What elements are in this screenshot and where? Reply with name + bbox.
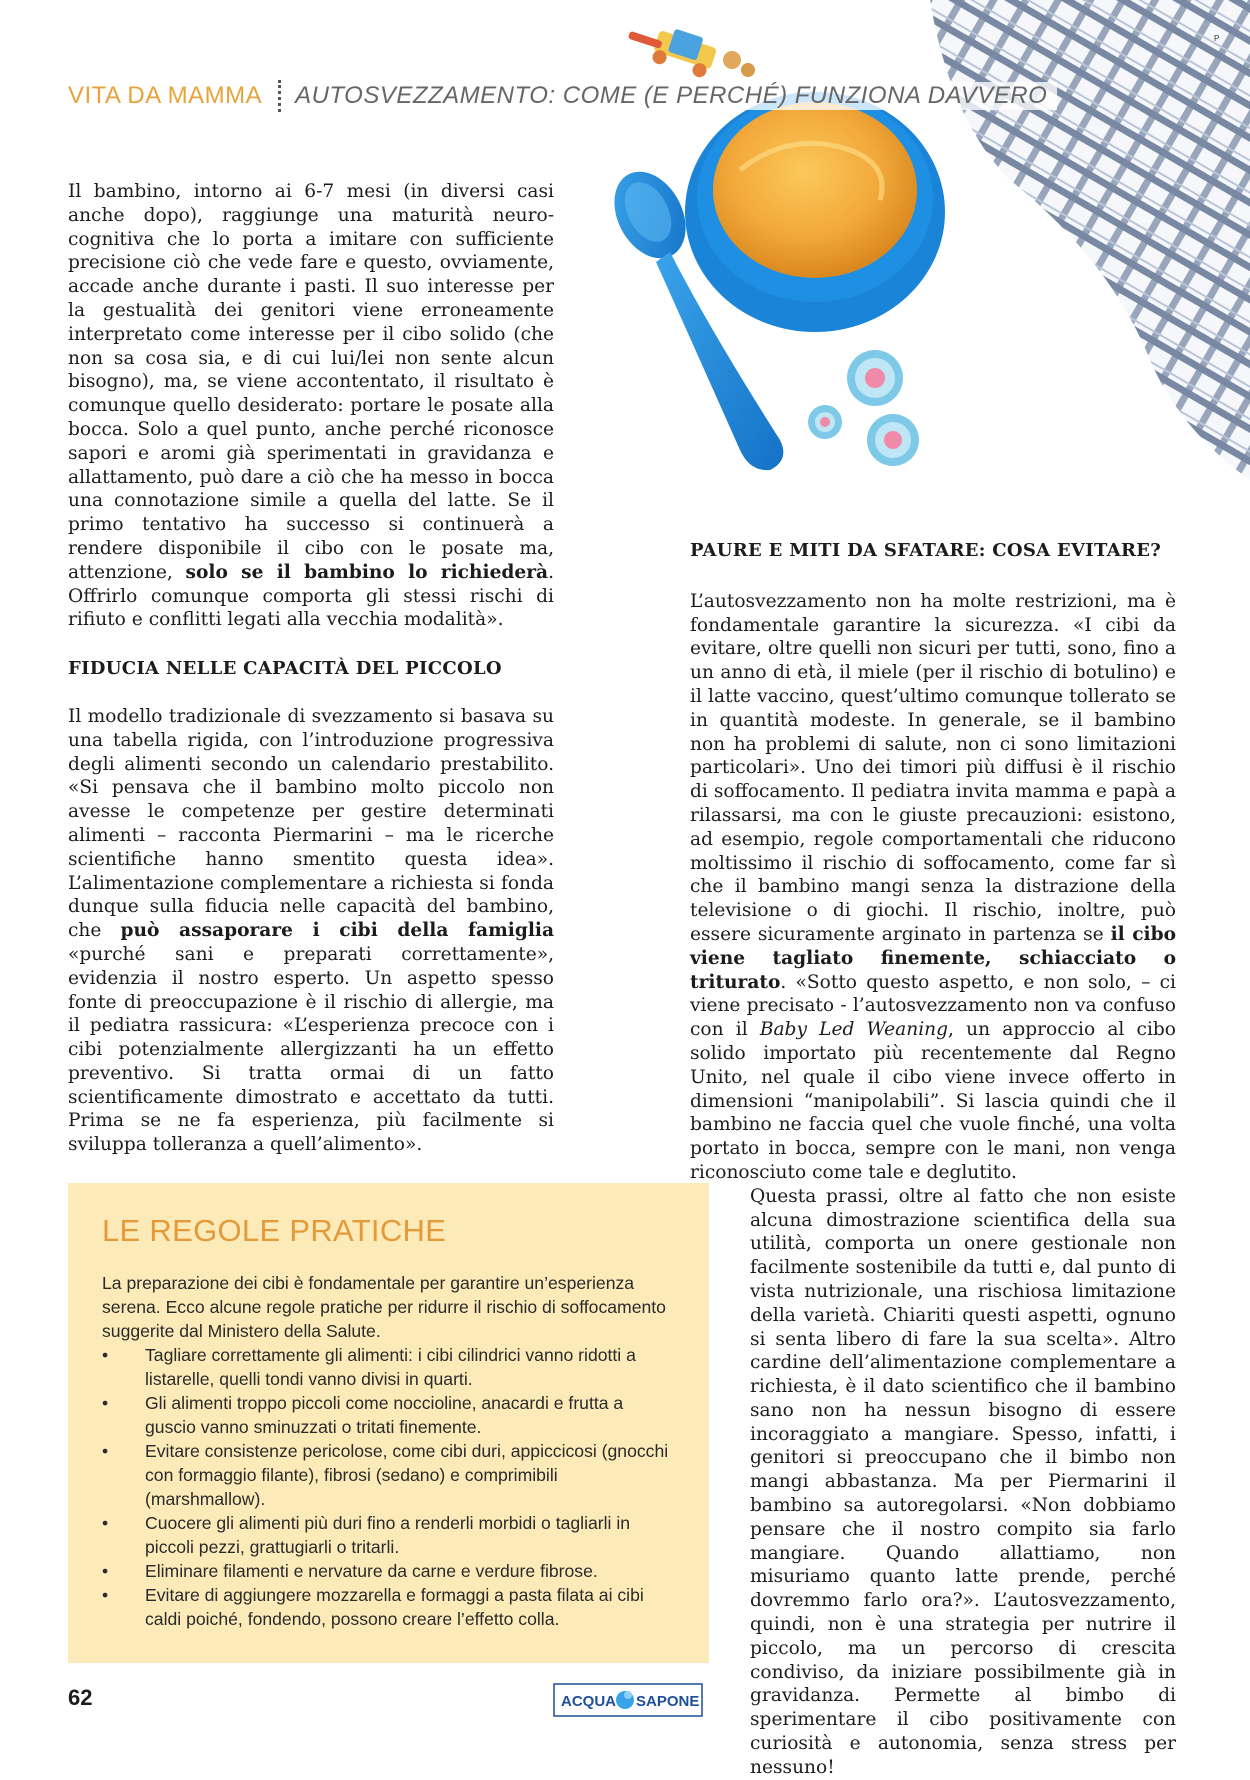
rules-list xyxy=(102,1343,672,1631)
box-body xyxy=(102,1271,672,1631)
rules-box xyxy=(68,1183,709,1663)
acqua-e-sapone-logo xyxy=(553,1683,703,1717)
paragraph: Il bambino, intorno ai 6-7 mesi (in diversi casi anche dopo), raggiunge una maturità neuro-cognitiva che lo porta a imitare con sufficiente precisione ciò che vede fare e questo, ovviamente, accade anche durante i pasti. Il suo interesse per la gestualità dei genitori viene erroneamente interpretato come interesse per il cibo solido (che non sa cosa sia, e di cui lui/lei non sente alcun bisogno), ma, se viene accontentato, il risultato è comunque quello desiderato: portare le posate alla bocca. Solo a quel punto, anche perché riconosce sapori e aromi già sperimentati in gravidanza e allattamento, può dare a ciò che ha messo in bocca una connotazione simile a quella del latte. Se il primo tentativo ha successo si continuerà a rendere disponibile il cibo con le posate ma, attenzione, solo se il bambino lo richiederà. Offrirlo comunque comporta gli stessi rischi di rifiuto e conflitti legati alla vecchia modalità». xyxy=(68,181,554,631)
svg-text:SAPONE: SAPONE xyxy=(636,1693,700,1710)
subheading: PAURE E MITI DA SFATARE: COSA EVITARE? xyxy=(690,540,1162,561)
baby-food-photo xyxy=(590,0,1250,520)
column-left xyxy=(68,180,554,1157)
header-separator xyxy=(278,80,281,112)
column-right xyxy=(690,539,1176,1780)
list-item: • Evitare di aggiungere mozzarella e formaggi a pasta filata ai cibi caldi poiché, fondendo, possono creare l’effetto colla. xyxy=(102,1585,644,1629)
page-number: 62 xyxy=(68,1685,93,1710)
box-intro: La preparazione dei cibi è fondamentale per garantire un’esperienza serena. Ecco alcune regole pratiche per ridurre il rischio di soffocamento suggerite dal Ministero della Salute. xyxy=(102,1273,666,1341)
corner-mark: P xyxy=(1214,34,1220,43)
subheading: FIDUCIA NELLE CAPACITÀ DEL PICCOLO xyxy=(68,658,502,680)
list-item: • Eliminare filamenti e nervature da carne e verdure fibrose. xyxy=(102,1561,598,1581)
paragraph: Questa prassi, oltre al fatto che non esiste alcuna dimostrazione scientifica della sua utilità, comporta un onere gestionale non facilmente sostenibile da tutti e, dal punto di vista nutrizionale, una rischiosa limitazione della varietà. Chiariti questi aspetti, ognuno si senta libero di fare la sua scelta». Altro cardine dell’alimentazione complementare a richiesta, è il dato scientifico che il bambino sano non ha nessun bisogno di essere incoraggiato a mangiare. Spesso, infatti, i genitori si preoccupano che il bimbo non mangi abbastanza. Ma per Piermarini il bambino sa autoregolarsi. «Non dobbiamo pensare che il nostro compito sia farlo mangiare. Quando allattiamo, non misuriamo quanto latte prende, perché dovremmo farlo ora?». L’autosvezzamento, quindi, non è una strategia per nutrire il piccolo, ma un percorso di crescita condiviso, da iniziare possibilmente già in gravidanza. Permette al bimbo di sperimentare il cibo positivamente con curiosità e autonomia, senza stress per nessuno! xyxy=(750,1185,1176,1778)
page-header xyxy=(68,80,1057,112)
list-item: • Tagliare correttamente gli alimenti: i cibi cilindrici vanno ridotti a listarelle, quelli tondi vanno divisi in quarti. xyxy=(102,1345,636,1389)
paragraph: Il modello tradizionale di svezzamento si basava su una tabella rigida, con l’introduzione progressiva degli alimenti secondo un calendario prestabilito. «Si pensava che il bambino molto piccolo non avesse le competenze per gestire determinati alimenti – racconta Piermarini – ma le ricerche scientifiche hanno smentito questa idea». L’alimentazione complementare a richiesta si fonda dunque sulla fiducia nelle capacità del bambino, che può assaporare i cibi della famiglia «purché sani e preparati correttamente», evidenzia il nostro esperto. Un aspetto spesso fonte di preoccupazione è il rischio di allergie, ma il pediatra rassicura: «L’esperienza precoce con i cibi potenzialmente allergizzanti ha un effetto preventivo. Si tratta ormai di un fatto scientificamente dimostrato e accettato da tutti. Prima se ne fa esperienza, più facilmente si sviluppa tolleranza a quell’alimento». xyxy=(68,705,555,1156)
box-title: LE REGOLE PRATICHE xyxy=(102,1213,447,1248)
list-item: • Cuocere gli alimenti più duri fino a renderli morbidi o tagliarli in piccoli pezzi, grattugiarli o tritarli. xyxy=(102,1513,631,1557)
svg-text:ACQUA: ACQUA xyxy=(561,1693,616,1710)
list-item: • Gli alimenti troppo piccoli come noccioline, anacardi e frutta a guscio vanno sminuzzati o tritati finemente. xyxy=(102,1393,624,1437)
paragraph: L’autosvezzamento non ha molte restrizioni, ma è fondamentale garantire la sicurezza. «I cibi da evitare, oltre quelli non sicuri per tutti, sono, fino a un anno di età, il miele (per il rischio di botulino) e il latte vaccino, quest’ultimo comunque tollerato se in quantità modeste. In generale, se il bambino non ha problemi di salute, non ci sono limitazioni particolari». Uno dei timori più diffusi è il rischio di soffocamento. Il pediatra invita mamma e papà a rilassarsi, ma con le giuste precauzioni: esistono, ad esempio, regole comportamentali che riducono moltissimo il rischio di soffocamento, come far sì che il bambino mangi senza la distrazione della televisione o di giochi. Il rischio, inoltre, può essere sicuramente arginato in partenza se il cibo viene tagliato finemente, schiacciato o triturato. «Sotto questo aspetto, e non solo, – ci viene precisato - l’autosvezzamento non va confuso con il Baby Led Weaning, un approccio al cibo solido importato più recentemente dal Regno Unito, nel quale il cibo viene invece offerto in dimensioni “manipolabili”. Si lascia quindi che il bambino ne faccia quel che vuole finché, una volta portato in bocca, sempre con le mani, non venga riconosciuto come tale e deglutito. xyxy=(690,590,1176,1183)
section-label: VITA DA MAMMA xyxy=(68,82,263,109)
article-headline: AUTOSVEZZAMENTO: COME (E PERCHÉ) FUNZIONA DAVVERO xyxy=(293,82,1057,110)
list-item: • Evitare consistenze pericolose, come cibi duri, appiccicosi (gnocchi con formaggio filante), fibrosi (sedano) e comprimibili (marshmallow). xyxy=(102,1441,669,1509)
